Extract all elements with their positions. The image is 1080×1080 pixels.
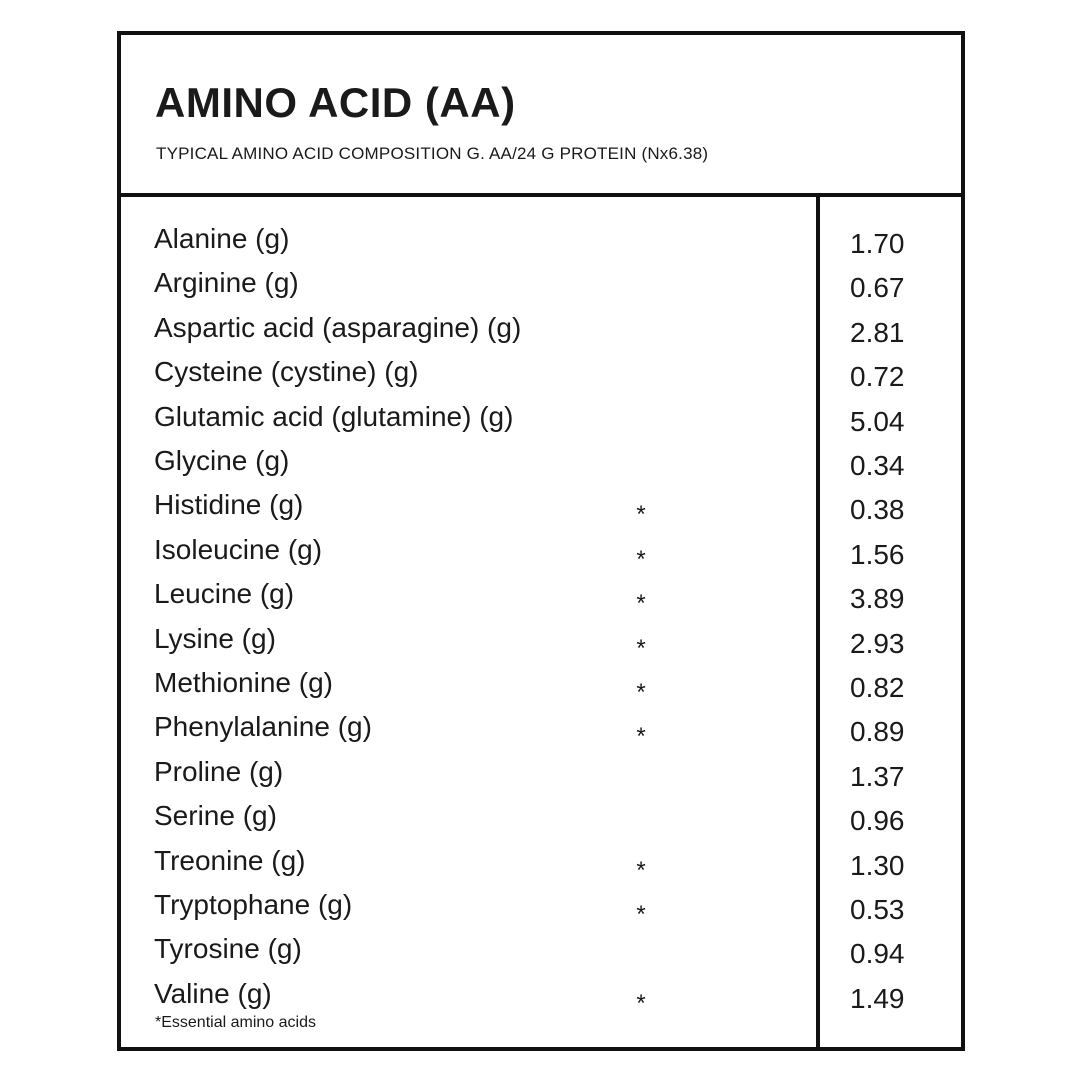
amino-acid-value: 1.56 — [850, 538, 905, 570]
amino-acid-value: 2.93 — [850, 627, 905, 659]
table-row — [121, 798, 961, 842]
amino-acid-value: 2.81 — [850, 316, 905, 348]
amino-acid-value: 0.82 — [850, 672, 905, 703]
panel-title: AMINO ACID (AA) — [155, 79, 516, 126]
amino-acid-list — [121, 35, 961, 1047]
amino-acid-name: Aspartic acid (asparagine) (g) — [154, 311, 522, 343]
essential-marker: * — [636, 856, 646, 884]
table-row — [121, 576, 961, 620]
table-row — [121, 443, 961, 487]
amino-acid-name: Tyrosine (g) — [154, 933, 302, 965]
amino-acid-name: Proline (g) — [154, 755, 284, 787]
amino-acid-name: Glutamic acid (glutamine) (g) — [154, 400, 514, 432]
table-row — [121, 621, 961, 665]
amino-acid-name: Leucine (g) — [154, 578, 295, 610]
amino-acid-value: 0.89 — [850, 716, 905, 748]
table-row — [121, 221, 961, 265]
amino-acid-name: Cysteine (cystine) (g) — [154, 356, 419, 388]
amino-acid-value: 0.72 — [850, 361, 905, 393]
table-row — [121, 709, 961, 753]
table-row — [121, 265, 961, 309]
amino-acid-value: 0.34 — [850, 450, 905, 481]
table-row — [121, 487, 961, 531]
table-row — [121, 754, 961, 798]
table-row — [121, 310, 961, 354]
essential-marker: * — [636, 634, 646, 662]
amino-acid-value: 5.04 — [850, 405, 905, 437]
amino-acid-value: 0.94 — [850, 938, 905, 970]
amino-acid-name: Arginine (g) — [154, 267, 299, 299]
amino-acid-value: 1.30 — [850, 849, 905, 881]
amino-acid-name: Phenylalanine (g) — [154, 711, 372, 743]
amino-acid-name: Lysine (g) — [154, 622, 276, 654]
amino-acid-value: 1.37 — [850, 760, 905, 792]
table-row — [121, 399, 961, 443]
table-row — [121, 665, 961, 709]
essential-marker: * — [636, 545, 646, 573]
table-row — [121, 843, 961, 887]
amino-acid-name: Tryptophane (g) — [154, 889, 353, 920]
amino-acid-panel — [117, 31, 965, 1051]
amino-acid-name: Glycine (g) — [154, 445, 290, 476]
amino-acid-name: Valine (g) — [154, 977, 272, 1009]
table-row — [121, 354, 961, 398]
footnote: *Essential amino acids — [155, 1014, 316, 1031]
essential-marker: * — [636, 901, 646, 928]
table-row — [121, 887, 961, 931]
amino-acid-name: Treonine (g) — [154, 844, 306, 876]
amino-acid-name: Alanine (g) — [154, 223, 290, 254]
amino-acid-name: Methionine (g) — [154, 667, 333, 698]
amino-acid-name: Serine (g) — [154, 800, 277, 832]
essential-marker: * — [636, 679, 646, 706]
table-row — [121, 931, 961, 975]
essential-marker: * — [636, 989, 646, 1017]
amino-acid-value: 0.67 — [850, 272, 905, 304]
amino-acid-value: 0.53 — [850, 894, 905, 925]
amino-acid-value: 1.70 — [850, 228, 905, 259]
amino-acid-name: Isoleucine (g) — [154, 533, 323, 565]
essential-marker: * — [636, 501, 646, 529]
amino-acid-value: 1.49 — [850, 982, 905, 1014]
amino-acid-name: Histidine (g) — [154, 489, 304, 521]
amino-acid-value: 3.89 — [850, 583, 905, 615]
amino-acid-value: 0.96 — [850, 805, 905, 837]
table-row — [121, 532, 961, 576]
amino-acid-value: 0.38 — [850, 494, 905, 526]
panel-subtitle: TYPICAL AMINO ACID COMPOSITION G. AA/24 G PROTEIN (Nx6.38) — [156, 144, 709, 163]
essential-marker: * — [636, 723, 646, 751]
essential-marker: * — [636, 590, 646, 618]
